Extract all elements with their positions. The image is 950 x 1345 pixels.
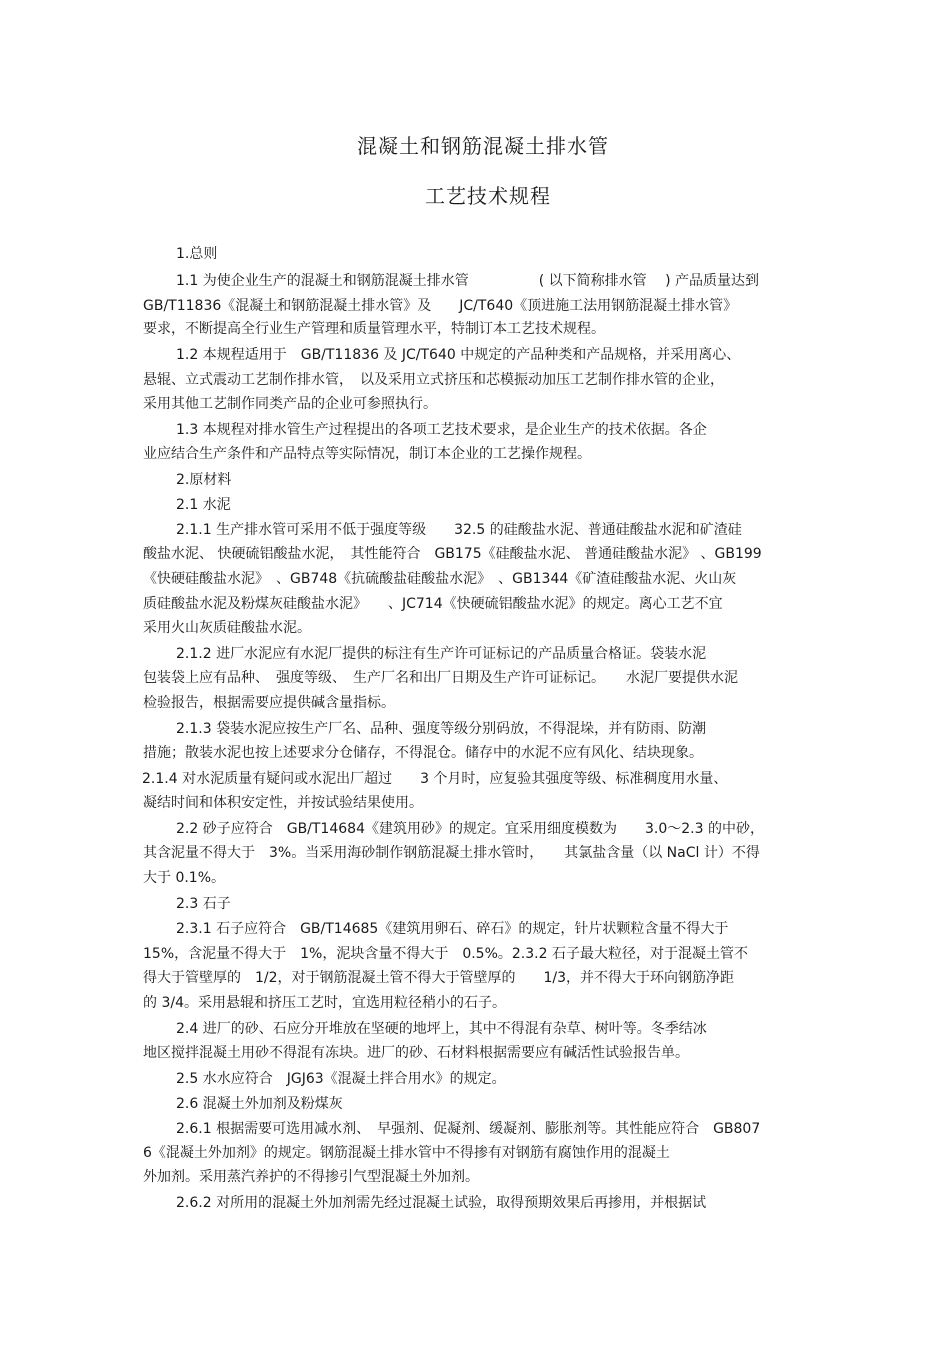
text-line: 2.5 水水应符合 JGJ63《混凝土拌合用水》的规定。 [176, 1071, 506, 1087]
subsection-heading: 2.3 石子 [176, 896, 231, 912]
text-line: 2.6.1 根据需要可选用减水剂、 早强剂、促凝剂、缓凝剂、膨胀剂等。其性能应符合 GB807 [176, 1121, 761, 1137]
text-line: 2.1.4 对水泥质量有疑问或水泥出厂超过 3 个月时，应复验其强度等级、标准稠度用水量、 [142, 771, 728, 787]
text-line: 大于 0.1%。 [143, 870, 226, 886]
text-line: 外加剂。采用蒸汽养护的不得掺引气型混凝土外加剂。 [143, 1169, 479, 1185]
text-line: 其含泥量不得大于 3%。当采用海砂制作钢筋混凝土排水管时， 其氯盐含量（以 NaCl 计）不得 [143, 845, 760, 861]
document-title: 混凝土和钢筋混凝土排水管 [357, 134, 609, 158]
text-line: 2.6.2 对所用的混凝土外加剂需先经过混凝土试验，取得预期效果后再掺用，并根据试 [176, 1195, 707, 1211]
section-heading: 2.原材料 [176, 472, 232, 488]
text-line: 要求，不断提高全行业生产管理和质量管理水平，特制订本工艺技术规程。 [143, 321, 605, 337]
text-line: 业应结合生产条件和产品特点等实际情况，制订本企业的工艺操作规程。 [143, 446, 591, 462]
text-line: 2.3.1 石子应符合 GB/T14685《建筑用卵石、碎石》的规定，针片状颗粒含量不得大于 [176, 921, 729, 937]
text-line: 得大于管壁厚的 1/2，对于钢筋混凝土管不得大于管壁厚的 1/3，并不得大于环向钢筋净距 [143, 970, 735, 986]
subsection-heading: 2.6 混凝土外加剂及粉煤灰 [176, 1096, 343, 1112]
text-line: 《快硬硅酸盐水泥》 、GB748《抗硫酸盐硅酸盐水泥》 、GB1344《矿渣硅酸盐水泥、火山灰 [143, 571, 737, 587]
text-line: 地区搅拌混凝土用砂不得混有冻块。进厂的砂、石材料根据需要应有碱活性试验报告单。 [143, 1045, 689, 1061]
document-subtitle: 工艺技术规程 [425, 184, 551, 208]
section-heading: 1.总则 [176, 246, 218, 262]
text-line: 措施；散装水泥也按上述要求分仓储存，不得混仓。储存中的水泥不应有风化、结块现象。 [143, 745, 703, 761]
text-line: GB/T11836《混凝土和钢筋混凝土排水管》及 JC/T640《顶进施工法用钢筋混凝土排水管》 [143, 298, 738, 314]
text-line: 6《混凝土外加剂》的规定。钢筋混凝土排水管中不得掺有对钢筋有腐蚀作用的混凝土 [143, 1145, 670, 1161]
text-line: 采用其他工艺制作同类产品的企业可参照执行。 [143, 396, 437, 412]
subsection-heading: 2.1 水泥 [176, 497, 231, 513]
text-line: 2.1.2 进厂水泥应有水泥厂提供的标注有生产许可证标记的产品质量合格证。袋装水泥 [176, 646, 707, 662]
text-line: 15%，含泥量不得大于 1%，泥块含量不得大于 0.5%。2.3.2 石子最大粒径，对于混凝土管不 [143, 946, 748, 962]
text-line: 2.1.3 袋装水泥应按生产厂名、品种、强度等级分别码放，不得混垛，并有防雨、防潮 [176, 721, 707, 737]
text-line: 包装袋上应有品种、 强度等级、 生产厂名和出厂日期及生产许可证标记。 水泥厂要提供水泥 [143, 670, 738, 686]
text-line: 1.1 为使企业生产的混凝土和钢筋混凝土排水管 ( 以下简称排水管 ) 产品质量达到 [176, 273, 759, 289]
text-line: 质硅酸盐水泥及粉煤灰硅酸盐水泥》 、JC714《快硬硫铝酸盐水泥》的规定。离心工艺不宜 [143, 596, 723, 612]
text-line: 酸盐水泥、 快硬硫铝酸盐水泥， 其性能符合 GB175《硅酸盐水泥、 普通硅酸盐水泥》 、GB199 [143, 546, 762, 562]
text-line: 检验报告，根据需要应提供碱含量指标。 [143, 695, 395, 711]
text-line: 2.2 砂子应符合 GB/T14684《建筑用砂》的规定。宜采用细度模数为 3.0～2.3 的中砂， [176, 821, 764, 837]
text-line: 2.4 进厂的砂、石应分开堆放在坚硬的地坪上，其中不得混有杂草、树叶等。冬季结冰 [176, 1021, 707, 1037]
text-line: 1.3 本规程对排水管生产过程提出的各项工艺技术要求，是企业生产的技术依据。各企 [176, 422, 707, 438]
text-line: 1.2 本规程适用于 GB/T11836 及 JC/T640 中规定的产品种类和产品规格，并采用离心、 [176, 347, 741, 363]
text-line: 的 3/4。采用悬辊和挤压工艺时，宜选用粒径稍小的石子。 [143, 995, 506, 1011]
text-line: 2.1.1 生产排水管可采用不低于强度等级 32.5 的硅酸盐水泥、普通硅酸盐水泥和矿渣硅 [176, 522, 742, 538]
text-line: 凝结时间和体积安定性，并按试验结果使用。 [143, 795, 423, 811]
text-line: 悬辊、立式震动工艺制作排水管， 以及采用立式挤压和芯模振动加压工艺制作排水管的企业， [143, 372, 724, 388]
text-line: 采用火山灰质硅酸盐水泥。 [143, 620, 311, 636]
